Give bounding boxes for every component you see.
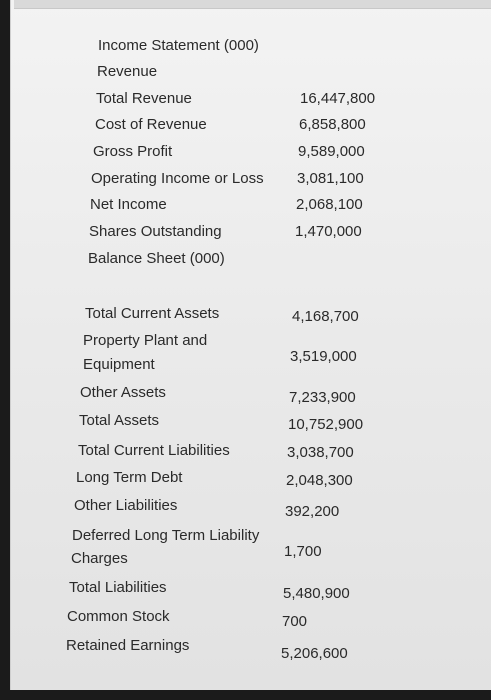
page-top-edge (14, 0, 491, 9)
row-value: 2,068,100 (296, 196, 363, 213)
row-label: Shares Outstanding (89, 223, 222, 240)
balance-sheet-heading: Balance Sheet (000) (88, 250, 225, 267)
row-value: 700 (282, 613, 308, 630)
row-label-line-2: Equipment (83, 356, 155, 373)
row-label: Gross Profit (93, 143, 173, 160)
row-label: Total Assets (79, 412, 160, 429)
row-label: Total Current Liabilities (78, 442, 230, 459)
row-label-line-1: Property Plant and (83, 332, 208, 349)
row-label: Total Liabilities (69, 579, 167, 596)
table-row (0, 330, 491, 376)
row-label: Total Current Assets (85, 305, 220, 322)
row-label: Other Liabilities (74, 497, 178, 514)
row-value: 5,480,900 (283, 585, 350, 602)
row-label: Common Stock (67, 608, 170, 625)
row-value: 7,233,900 (289, 389, 356, 406)
income-statement-heading: Income Statement (000) (98, 37, 259, 54)
row-value: 1,470,000 (295, 223, 362, 240)
row-value: 9,589,000 (298, 143, 365, 160)
table-row (0, 525, 491, 571)
row-value: 5,206,600 (281, 645, 348, 662)
row-label: Net Income (90, 196, 167, 213)
row-value: 4,168,700 (292, 308, 359, 325)
row-value: 392,200 (285, 503, 340, 520)
row-value: 2,048,300 (286, 472, 353, 489)
revenue-heading: Revenue (97, 63, 158, 80)
row-label-line-2: Charges (71, 550, 128, 567)
row-value: 1,700 (284, 543, 322, 560)
row-label: Operating Income or Loss (91, 170, 264, 187)
row-label-line-1: Deferred Long Term Liability (72, 527, 260, 544)
row-value: 16,447,800 (300, 90, 376, 107)
row-label: Cost of Revenue (95, 116, 207, 133)
row-label: Retained Earnings (66, 637, 190, 654)
row-label: Long Term Debt (76, 469, 183, 486)
row-value: 3,519,000 (290, 348, 357, 365)
row-value: 3,081,100 (297, 170, 364, 187)
row-label: Other Assets (80, 384, 166, 401)
row-value: 10,752,900 (288, 416, 364, 433)
row-label: Total Revenue (96, 90, 192, 107)
row-value: 6,858,800 (299, 116, 366, 133)
row-value: 3,038,700 (287, 444, 354, 461)
